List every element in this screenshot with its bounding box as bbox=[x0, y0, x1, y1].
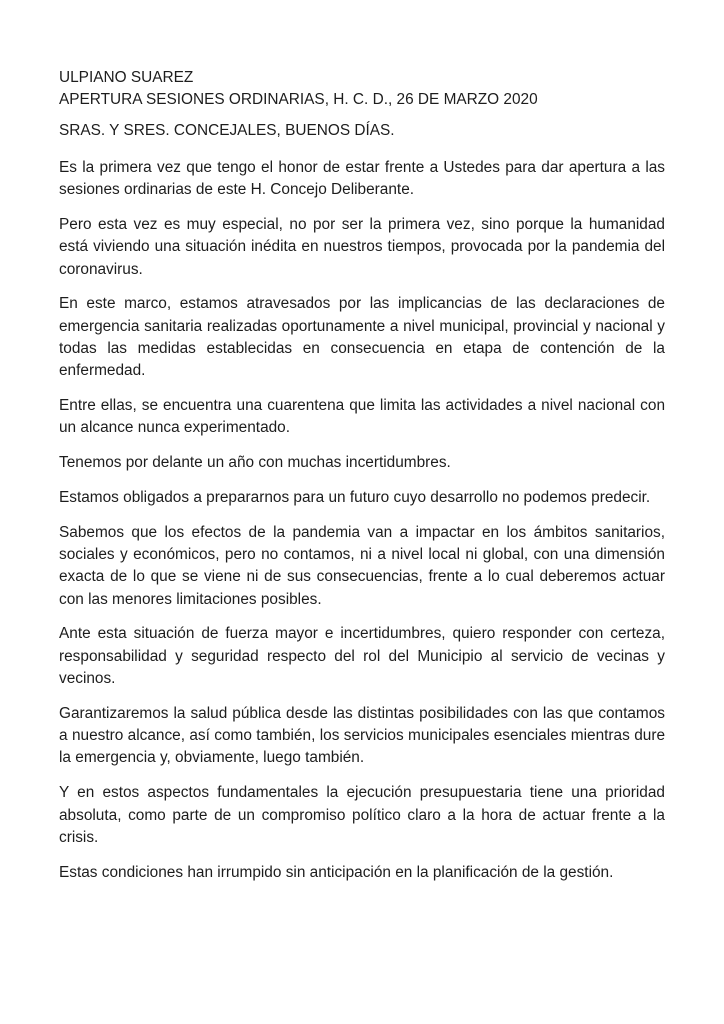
paragraph: Estas condiciones han irrumpido sin anticipación en la planificación de la gestión. bbox=[59, 863, 614, 881]
header-author-line: ULPIANO SUAREZ bbox=[59, 69, 194, 86]
paragraph: Garantizaremos la salud pública desde las distintas posibilidades con las que contamos a nuestro alcance, así como también, los servicios municipales esenciales mientras dure la emergencia y, obviamente, luego también. bbox=[59, 704, 665, 767]
paragraph: Tenemos por delante un año con muchas incertidumbres. bbox=[59, 454, 451, 472]
salutation-line: SRAS. Y SRES. CONCEJALES, BUENOS DÍAS. bbox=[59, 121, 395, 139]
paragraph: Es la primera vez que tengo el honor de estar frente a Ustedes para dar apertura a las sesiones ordinarias de este H. Concejo Deliberante. bbox=[59, 158, 665, 199]
paragraph: Entre ellas, se encuentra una cuarentena que limita las actividades a nivel nacional con un alcance nunca experimentado. bbox=[59, 397, 665, 437]
paragraph: Estamos obligados a prepararnos para un futuro cuyo desarrollo no podemos predecir. bbox=[59, 488, 651, 506]
paragraph: Sabemos que los efectos de la pandemia van a impactar en los ámbitos sanitarios, sociales y económicos, pero no contamos, ni a nivel local ni global, con una dimensión exacta de lo que se viene ni de sus consecuencias, frente a lo cual deberemos actuar con las menores limitaciones posibles. bbox=[59, 523, 665, 608]
document-header bbox=[59, 67, 665, 112]
paragraph: Y en estos aspectos fundamentales la ejecución presupuestaria tiene una prioridad absoluta, como parte de un compromiso político claro a la hora de actuar frente a la crisis. bbox=[59, 784, 665, 846]
paragraph: En este marco, estamos atravesados por las implicancias de las declaraciones de emergencia sanitaria realizadas oportunamente a nivel municipal, provincial y nacional y todas las medidas establecidas en consecuencia en etapa de contención de la enfermedad. bbox=[59, 295, 665, 380]
paragraph: Pero esta vez es muy especial, no por ser la primera vez, sino porque la humanidad está viviendo una situación inédita en nuestros tiempos, provocada por la pandemia del coronavirus. bbox=[59, 215, 665, 278]
paragraph: Ante esta situación de fuerza mayor e incertidumbres, quiero responder con certeza, responsabilidad y seguridad respecto del rol del Municipio al servicio de vecinas y vecinos. bbox=[59, 625, 665, 688]
header-title-line: APERTURA SESIONES ORDINARIAS, H. C. D., 26 DE MARZO 2020 bbox=[59, 91, 538, 109]
